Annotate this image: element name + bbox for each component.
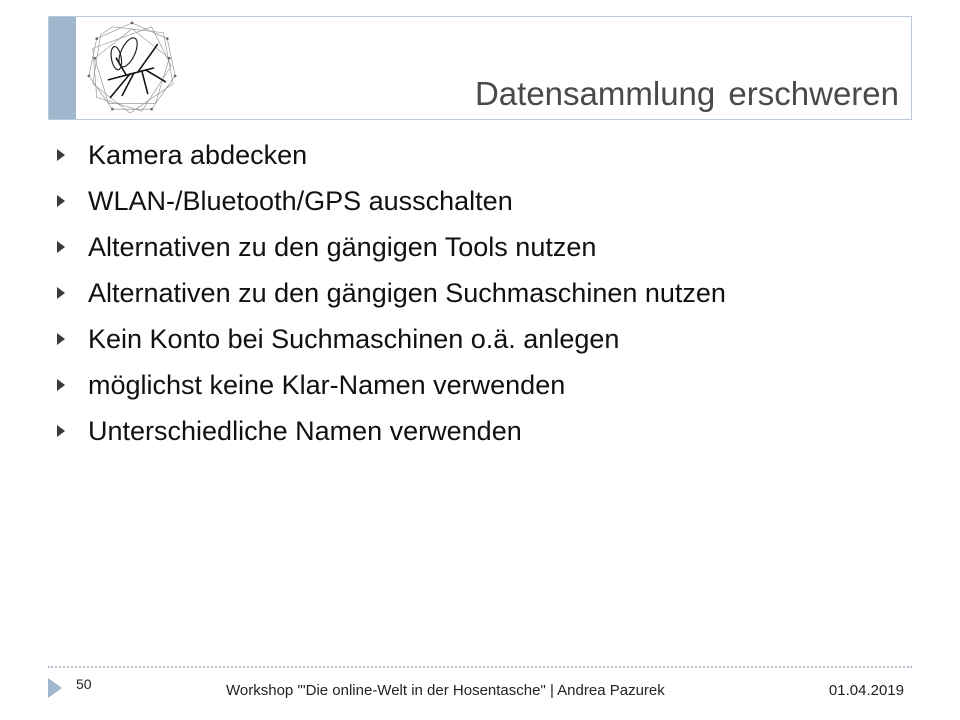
triangle-bullet-icon — [57, 425, 65, 437]
triangle-bullet-icon — [57, 195, 65, 207]
triangle-bullet-icon — [57, 287, 65, 299]
footer-divider — [48, 666, 912, 668]
bullet-text: Alternativen zu den gängigen Tools nutzen — [88, 232, 597, 262]
triangle-bullet-icon — [57, 241, 65, 253]
page-number: 50 — [76, 676, 92, 692]
bullet-text: Unterschiedliche Namen verwenden — [88, 416, 522, 446]
title-header — [48, 16, 912, 120]
mosquito-logo-icon — [83, 19, 181, 117]
bullet-text: WLAN-/Bluetooth/GPS ausschalten — [88, 186, 513, 216]
bullet-text: möglichst keine Klar-Namen verwenden — [88, 370, 566, 400]
bullet-text: Alternativen zu den gängigen Suchmaschinen nutzen — [88, 278, 726, 308]
triangle-bullet-icon — [57, 379, 65, 391]
title-accent-bar — [49, 17, 76, 119]
slide-title: Datensammlung erschweren — [474, 75, 899, 112]
footer-triangle-icon — [48, 678, 62, 698]
triangle-bullet-icon — [57, 149, 65, 161]
bullet-text: Kein Konto bei Suchmaschinen o.ä. anlegen — [88, 324, 620, 354]
bullet-text: Kamera abdecken — [88, 140, 308, 170]
footer-date: 01.04.2019 — [828, 682, 904, 699]
footer-text: Workshop '"Die online-Welt in der Hosentasche" | Andrea Pazurek — [226, 682, 665, 699]
triangle-bullet-icon — [57, 333, 65, 345]
